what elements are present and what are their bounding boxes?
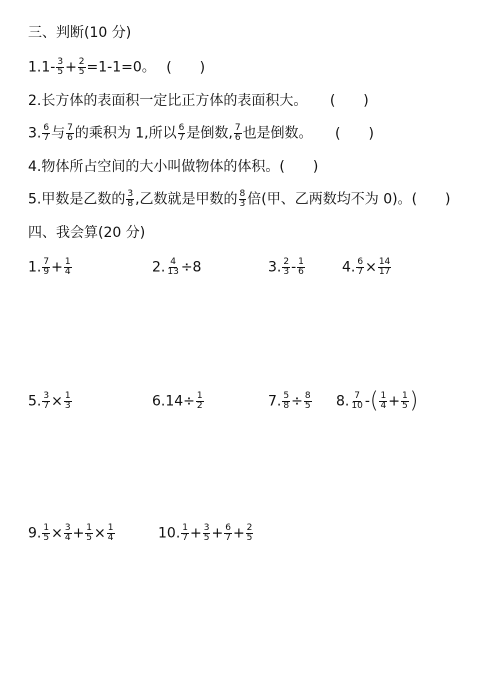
- fraction: $\frac{1}{7}$: [182, 523, 188, 543]
- fraction: $\frac{3}{5}$: [57, 57, 64, 77]
- fraction: $\frac{1}{4}$: [380, 391, 387, 411]
- fraction: $\frac{3}{7}$: [43, 391, 50, 411]
- fraction: $\frac{2}{3}$: [283, 257, 290, 277]
- problem-3: 3. $\frac{2}{3}$ - $\frac{1}{6}$: [268, 257, 304, 277]
- fraction: $\frac{6}{7}$: [43, 123, 50, 143]
- question-2: 2.长方体的表面积一定比正方体的表面积大。 ( ): [28, 93, 369, 109]
- question-1: 1.1- $\frac{3}{5}$ + $\frac{2}{5}$ =1-1=0。 ( ): [28, 57, 206, 77]
- fraction: $\frac{3}{5}$: [203, 523, 210, 543]
- fraction: $\frac{1}{5}$: [43, 523, 50, 543]
- question-4: 4.物体所占空间的大小叫做物体的体积。( ): [28, 159, 319, 175]
- problem-2: 2. $\frac{4}{13}$ ÷8: [152, 257, 202, 277]
- fraction: $\frac{4}{13}$: [167, 257, 179, 277]
- fraction: $\frac{1}{5}$: [401, 391, 408, 411]
- answer-blank[interactable]: ( ): [329, 93, 369, 109]
- answer-blank[interactable]: ( ): [335, 125, 374, 142]
- fraction: $\frac{1}{3}$: [64, 391, 71, 411]
- problem-6: 6.14÷ $\frac{1}{2}$: [152, 391, 203, 411]
- question-3: 3. $\frac{6}{7}$ 与 $\frac{7}{6}$ 的乘积为 1,所以 $\frac{6}{7}$ 是倒数, $\frac{7}{6}$ 也是倒数。 ( ): [28, 123, 374, 143]
- problem-4: 4. $\frac{6}{7}$ × $\frac{14}{17}$: [342, 257, 391, 277]
- fraction: $\frac{1}{2}$: [196, 391, 203, 411]
- fraction: $\frac{8}{5}$: [304, 391, 311, 411]
- fraction: $\frac{1}{5}$: [86, 523, 93, 543]
- section-3-title: 三、判断(10 分): [28, 25, 132, 41]
- question-5: 5.甲数是乙数的 $\frac{3}{8}$ ,乙数就是甲数的 $\frac{8}{3}$ 倍(甲、乙两数均不为 0)。( ): [28, 189, 451, 209]
- fraction: $\frac{6}{7}$: [357, 257, 364, 277]
- answer-blank[interactable]: ( ): [279, 159, 319, 175]
- problem-5: 5. $\frac{3}{7}$ × $\frac{1}{3}$: [28, 391, 71, 411]
- answer-blank[interactable]: ( ): [411, 191, 451, 208]
- problem-1: 1. $\frac{7}{9}$ + $\frac{1}{4}$: [28, 257, 71, 277]
- fraction: $\frac{1}{6}$: [298, 257, 304, 277]
- fraction: $\frac{1}{4}$: [64, 257, 71, 277]
- answer-blank[interactable]: ( ): [166, 59, 206, 76]
- fraction: $\frac{7}{10}$: [351, 391, 363, 411]
- fraction: $\frac{6}{7}$: [178, 123, 185, 143]
- fraction: $\frac{7}{9}$: [43, 257, 50, 277]
- left-paren: (: [369, 388, 379, 414]
- right-paren: ): [409, 388, 419, 414]
- fraction: $\frac{3}{4}$: [64, 523, 71, 543]
- fraction: $\frac{14}{17}$: [378, 257, 391, 277]
- fraction: $\frac{7}{6}$: [67, 123, 73, 143]
- fraction: $\frac{5}{8}$: [283, 391, 290, 411]
- section-4-title: 四、我会算(20 分): [28, 225, 146, 241]
- fraction: $\frac{2}{5}$: [78, 57, 85, 77]
- fraction: $\frac{6}{7}$: [225, 523, 231, 543]
- fraction: $\frac{8}{3}$: [239, 189, 246, 209]
- problem-10: 10. $\frac{1}{7}$ + $\frac{3}{5}$ + $\frac{6}{7}$ + $\frac{2}{5}$: [158, 523, 253, 543]
- problem-8: 8. $\frac{7}{10}$ -( $\frac{1}{4}$ + $\frac{1}{5}$ ): [336, 388, 419, 414]
- fraction: $\frac{7}{6}$: [234, 123, 241, 143]
- fraction: $\frac{1}{4}$: [107, 523, 114, 543]
- fraction: $\frac{2}{5}$: [246, 523, 253, 543]
- problem-7: 7. $\frac{5}{8}$ ÷ $\frac{8}{5}$: [268, 391, 311, 411]
- fraction: $\frac{3}{8}$: [127, 189, 134, 209]
- problem-9: 9. $\frac{1}{5}$ × $\frac{3}{4}$ + $\frac{1}{5}$ × $\frac{1}{4}$: [28, 523, 114, 543]
